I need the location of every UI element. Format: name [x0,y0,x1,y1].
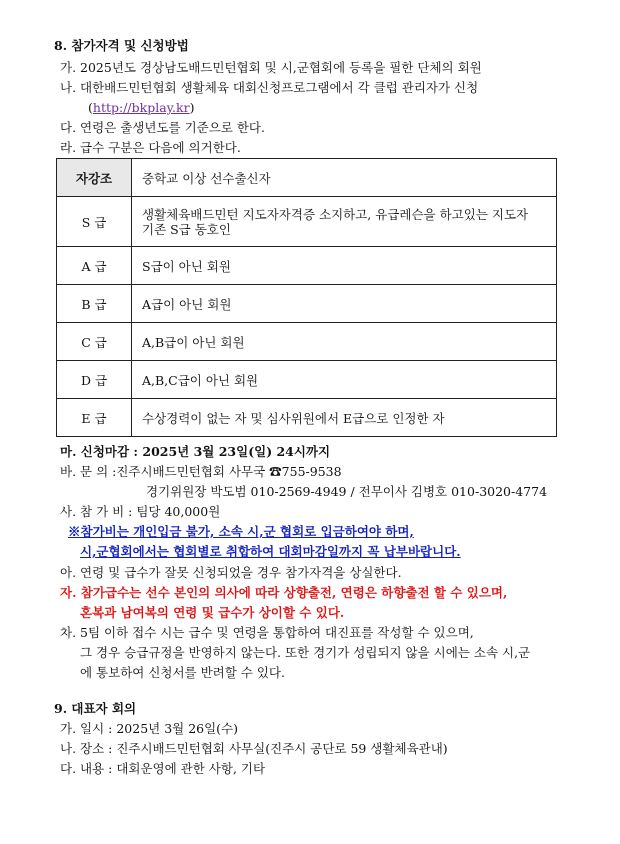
item-na-link-line: (http://bkplay.kr) [88,100,195,115]
s9-item-ga: 가. 일시 : 2025년 3월 26일(수) [60,721,239,736]
grade-cell: C 급 [57,323,132,361]
section-8-title: 8. 참가자격 및 신청방법 [54,38,189,53]
desc-cell: A급이 아닌 회원 [132,285,557,323]
fee-note-2: 시,군협회에서는 협회별로 취합하여 대회마감일까지 꼭 납부바랍니다. [80,544,461,559]
item-ja-2: 혼복과 남여복의 연령 및 급수가 상이할 수 있다. [80,605,345,620]
table-row [57,361,557,399]
section-9-title: 9. 대표자 회의 [54,701,137,716]
bkplay-link[interactable]: http://bkplay.kr [92,100,190,115]
item-ma-deadline: 마. 신청마감 : 2025년 3월 23일(일) 24시까지 [60,444,331,459]
item-ba-contact-2: 경기위원장 박도범 010-2569-4949 / 전무이사 김병호 010-3020-4774 [146,484,548,499]
grade-cell: E 급 [57,399,132,437]
item-cha-2: 그 경우 승급규정을 반영하지 않는다. 또한 경기가 성립되지 않을 시에는 소속 시,군 [80,645,531,660]
table-row [57,247,557,285]
item-sa-fee: 사. 참 가 비 : 팀당 40,000원 [60,504,221,519]
s9-item-da: 다. 내용 : 대회운영에 관한 사항, 기타 [60,761,266,776]
item-ra: 라. 급수 구분은 다음에 의거한다. [60,140,241,155]
table-row [57,285,557,323]
desc-line-2: 기존 S급 동호인 [142,221,231,237]
item-ga: 가. 2025년도 경상남도배드민턴협회 및 시,군협회에 등록을 필한 단체의 회원 [60,60,482,75]
desc-cell: 중학교 이상 선수출신자 [132,159,557,197]
fee-note-1: ※참가비는 개인입금 불가, 소속 시,군 협회로 입금하여야 하며, [68,524,414,539]
item-a: 아. 연령 및 급수가 잘못 신청되었을 경우 참가자격을 상실한다. [60,565,402,580]
desc-cell: 수상경력이 없는 자 및 심사위원에서 E급으로 인정한 자 [132,399,557,437]
item-cha-3: 에 통보하여 신청서를 반려할 수 있다. [80,665,285,680]
table-row [57,159,557,197]
grade-cell: D 급 [57,361,132,399]
grade-cell: 자강조 [57,159,132,197]
desc-cell: S급이 아닌 회원 [132,247,557,285]
grade-table [56,158,557,437]
s9-item-na: 나. 장소 : 진주시배드민턴협회 사무실(진주시 공단로 59 생활체육관내) [60,741,448,756]
desc-line-1: 생활체육배드민턴 지도자자격증 소지하고, 유급레슨을 하고있는 지도자 [142,206,529,222]
table-row [57,323,557,361]
desc-cell [132,197,557,247]
desc-cell: A,B급이 아닌 회원 [132,323,557,361]
item-da: 다. 연령은 출생년도를 기준으로 한다. [60,120,265,135]
item-ba-contact: 바. 문 의 :진주시배드민턴협회 사무국 ☎755-9538 [60,464,342,479]
item-ja-1: 자. 참가급수는 선수 본인의 의사에 따라 상향출전, 연령은 하향출전 할 수 있으며, [60,585,508,600]
table-row [57,197,557,247]
item-na: 나. 대한배드민턴협회 생활체육 대회신청프로그램에서 각 클럽 관리자가 신청 [60,80,479,95]
item-cha-1: 차. 5팀 이하 접수 시는 급수 및 연령을 통합하여 대진표를 작성할 수 있으며, [60,625,474,640]
grade-cell: S 급 [57,197,132,247]
table-row [57,399,557,437]
grade-cell: A 급 [57,247,132,285]
desc-cell: A,B,C급이 아닌 회원 [132,361,557,399]
grade-cell: B 급 [57,285,132,323]
